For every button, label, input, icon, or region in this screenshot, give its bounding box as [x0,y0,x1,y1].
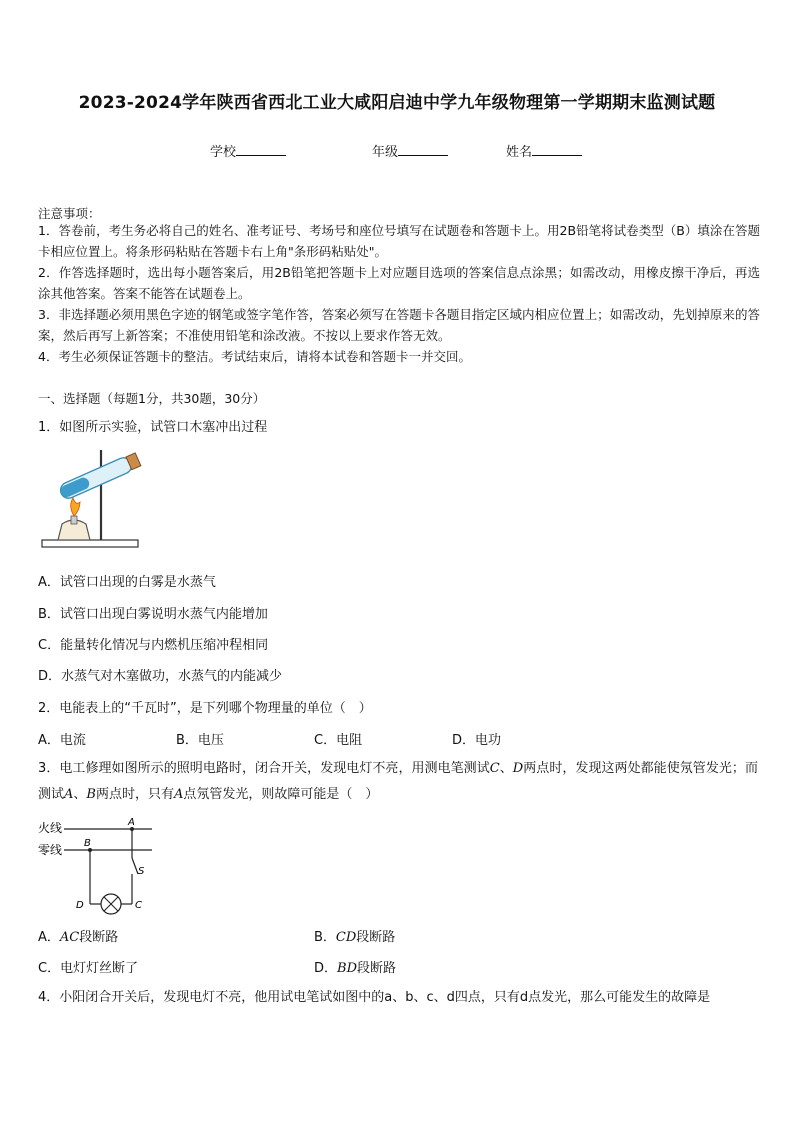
name-field [506,141,582,160]
flame-icon [71,498,80,516]
q1-option-a: A．试管口出现的白雾是水蒸气 [38,575,216,590]
notice-heading: 注意事项： [38,206,101,221]
label-b: B [84,838,91,849]
q1-option-d: D．水蒸气对木塞做功，水蒸气的内能减少 [38,669,283,684]
stand-base [42,540,138,547]
grade-field [372,141,448,160]
name-blank [532,142,582,156]
label-s: S [138,866,145,877]
q3-stem: 3．电工修理如图所示的照明电路时，闭合开关，发现电灯不亮，用测电笔测试C、D两点时，发现这两处都能使氖管发光；而测试A、B两点时，只有A点氖管发光，则故障可能是（ ） [38,761,758,802]
notice-item-3: 3．非选择题必须用黑色字迹的钢笔或签字笔作答，答案必须写在答题卡各题目指定区域内相应位置上；如需改动，先划掉原来的答案，然后再写上新答案；不准使用铅笔和涂改液。不按以上要求作答无效。 [38,307,760,343]
q1-figure-test-tube-apparatus [38,444,148,554]
school-label: 学校 [210,145,237,160]
school-field [210,141,286,160]
label-d: D [76,900,84,911]
q4-stem: 4．小阳闭合开关后，发现电灯不亮，他用试电笔试如图中的a、b、c、d四点，只有d点发光，那么可能发生的故障是 [38,990,711,1005]
notice-item-2: 2．作答选择题时，选出每小题答案后，用2B铅笔把答题卡上对应题目选项的答案信息点涂黑；如需改动，用橡皮擦干净后，再选涂其他答案。答案不能答在试题卷上。 [38,265,760,301]
q3-option-a: A．AC段断路 [38,930,119,945]
q1-option-b: B．试管口出现白雾说明水蒸气内能增加 [38,607,268,622]
live-wire-label: 火线 [38,821,63,835]
q2-option-c: C．电阻 [314,733,363,748]
q2-option-a: A．电流 [38,733,86,748]
name-label: 姓名 [506,145,533,160]
neutral-wire-label: 零线 [38,843,63,857]
label-c: C [135,900,142,911]
q1-stem: 1．如图所示实验，试管口木塞冲出过程 [38,420,268,435]
q1-option-c: C．能量转化情况与内燃机压缩冲程相同 [38,638,269,653]
grade-blank [398,142,448,156]
notice-item-4: 4．考生必须保证答题卡的整洁。考试结束后，请将本试卷和答题卡一并交回。 [38,349,471,364]
grade-label: 年级 [372,145,399,160]
test-tube [58,452,141,501]
q2-stem: 2．电能表上的“千瓦时”，是下列哪个物理量的单位（ ） [38,701,372,716]
q3-option-d: D．BD段断路 [314,961,397,976]
q3-option-b: B．CD段断路 [314,930,396,945]
section-heading: 一、选择题（每题1分，共30题，30分） [38,391,266,406]
q3-option-c: C．电灯灯丝断了 [38,961,139,976]
q2-option-b: B．电压 [176,733,224,748]
page-title: 2023-2024学年陕西省西北工业大咸阳启迪中学九年级物理第一学期期末监测试题 [78,93,716,113]
school-blank [236,142,286,156]
q3-circuit-diagram [38,816,158,916]
q2-option-d: D．电功 [452,733,502,748]
notice-item-1: 1．答卷前，考生务必将自己的姓名、准考证号、考场号和座位号填写在试题卷和答题卡上。用2B铅笔将试卷类型（B）填涂在答题卡相应位置上。将条形码粘贴在答题卡右上角"条形码粘贴处"。 [38,223,760,259]
label-a: A [128,817,135,828]
